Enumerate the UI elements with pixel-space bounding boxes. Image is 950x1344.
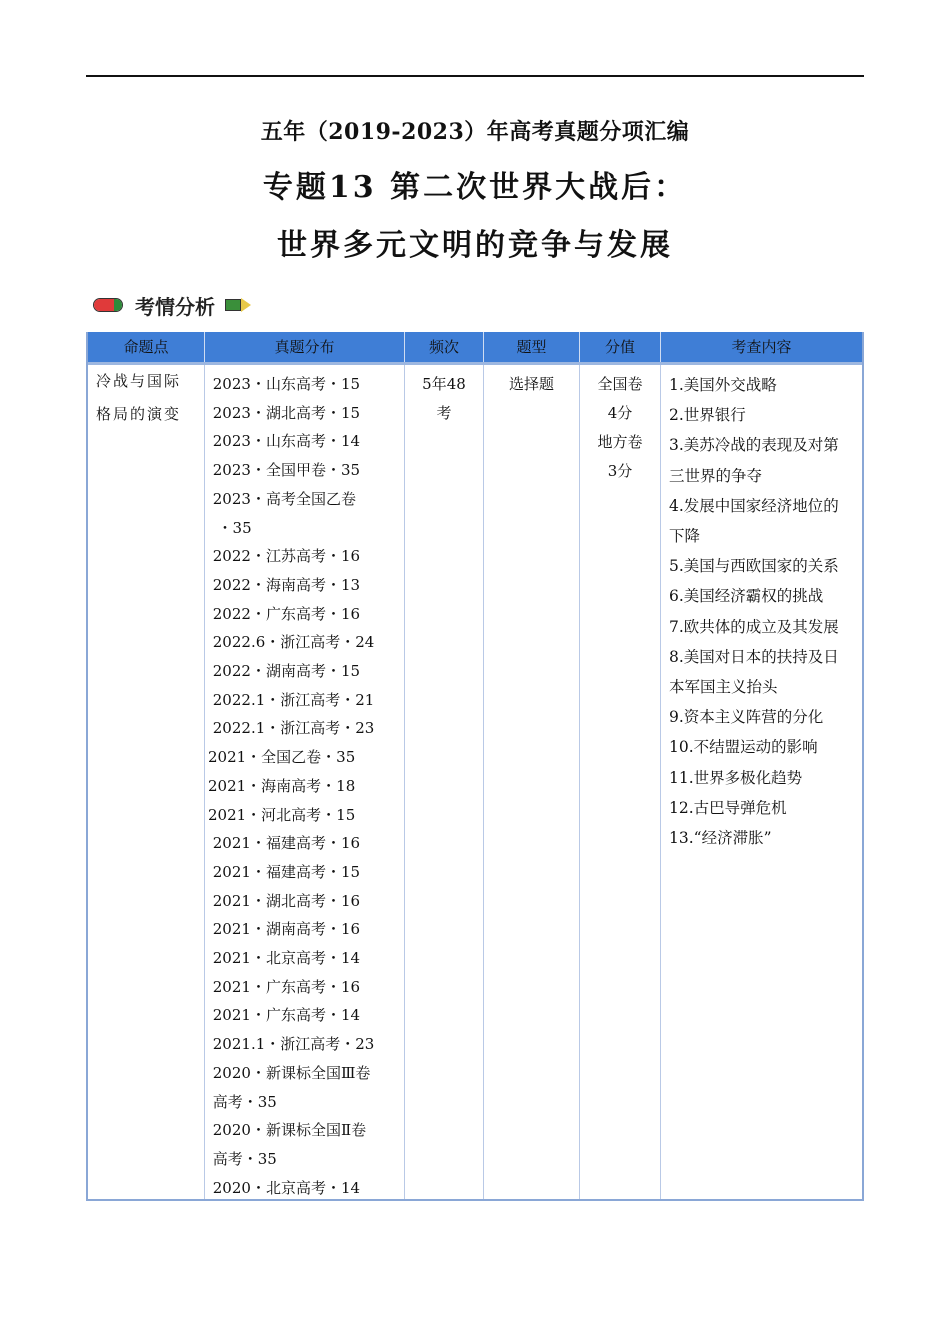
content-item: 9.资本主义阵营的分化 [669,708,824,727]
table-row [88,362,862,1199]
distribution-item: 2021・海南高考・18 [208,776,356,795]
distribution-item: 2023・高考全国乙卷 [208,489,356,508]
pencil-icon [225,298,251,312]
topic-cell [88,365,205,1199]
distribution-item: 2021・湖南高考・16 [208,920,361,939]
section-heading [93,290,251,320]
distribution-item: 2023・湖北高考・15 [208,403,361,422]
topic-line: 冷战与国际 [96,372,182,390]
content-item: 本军国主义抬头 [669,678,778,697]
score-line: 地方卷 [597,433,643,451]
distribution-item: 2022・海南高考・13 [208,575,361,594]
distribution-item: 2022・湖南高考・15 [208,662,361,681]
header-frequency: 频次 [405,332,484,362]
content-item: 3.美苏冷战的表现及对第 [669,436,839,455]
score-line: 4分 [607,404,633,422]
header-question-type: 题型 [484,332,580,362]
distribution-item: 2022.6・浙江高考・24 [208,633,375,652]
top-rule [86,75,864,77]
content-item: 6.美国经济霸权的挑战 [669,587,824,606]
distribution-item: 2022・江苏高考・16 [208,547,361,566]
score-line: 3分 [607,462,633,480]
distribution-item: 2021・广东高考・16 [208,977,361,996]
distribution-cell [205,365,405,1199]
series-title: 五年（2019-2023）年高考真题分项汇编 [260,119,690,145]
distribution-item: ・35 [208,518,252,537]
header-score: 分值 [580,332,661,362]
header-distribution: 真题分布 [205,332,405,362]
distribution-item: 2021・福建高考・15 [208,862,361,881]
content-item: 10.不结盟运动的影响 [669,738,818,757]
content-item: 2.世界银行 [669,406,746,425]
table-header-row [88,332,862,362]
content-item: 1.美国外交战略 [669,376,777,394]
distribution-item: 2021・广东高考・14 [208,1006,361,1025]
distribution-item: 2021・湖北高考・16 [208,891,361,910]
distribution-item: 2020・北京高考・14 [208,1178,361,1197]
distribution-item: 2022.1・浙江高考・23 [208,719,375,738]
header-topic: 命题点 [88,332,205,362]
content-item: 三世界的争夺 [669,466,763,485]
main-title-line-1: 专题13 第二次世界大战后： [262,170,688,205]
content-item: 5.美国与西欧国家的关系 [669,557,839,576]
content-item: 4.发展中国家经济地位的 [669,496,839,515]
question-type: 选择题 [508,375,554,393]
distribution-item: 高考・35 [208,1149,277,1168]
distribution-item: 2021.1・浙江高考・23 [208,1035,375,1054]
distribution-item: 2021・河北高考・15 [208,805,356,824]
content-item: 11.世界多极化趋势 [669,768,803,787]
distribution-item: 2021・北京高考・14 [208,949,361,968]
distribution-item: 2020・新课标全国Ⅱ卷 [208,1121,367,1140]
distribution-item: 2020・新课标全国Ⅲ卷 [208,1063,371,1082]
content-cell [661,365,862,1199]
distribution-item: 2021・全国乙卷・35 [208,748,356,767]
score-line: 全国卷 [597,375,643,393]
content-item: 8.美国对日本的扶持及日 [669,647,839,666]
exam-analysis-table [86,332,864,1201]
main-title-line-2: 世界多元文明的竞争与发展 [277,228,673,263]
frequency-cell [405,365,484,1199]
distribution-item: 2023・山东高考・14 [208,432,361,451]
section-label: 考情分析 [135,294,215,319]
distribution-item: 2022.1・浙江高考・21 [208,690,375,709]
topic-line: 格局的演变 [96,405,182,423]
question-type-cell [484,365,580,1199]
frequency-line: 考 [436,404,452,422]
content-item: 12.古巴导弹危机 [669,798,787,817]
distribution-item: 高考・35 [208,1092,277,1111]
pill-icon [93,298,123,312]
content-item: 13.“经济滞胀” [669,829,772,848]
header-content: 考查内容 [731,338,792,356]
distribution-item: 2022・广东高考・16 [208,604,361,623]
content-item: 下降 [669,527,701,546]
distribution-item: 2021・福建高考・16 [208,834,361,853]
frequency-line: 5年48 [422,375,466,393]
score-cell [580,365,661,1199]
content-item: 7.欧共体的成立及其发展 [669,617,839,636]
distribution-item: 2023・山东高考・15 [208,375,361,393]
distribution-item: 2023・全国甲卷・35 [208,461,361,480]
